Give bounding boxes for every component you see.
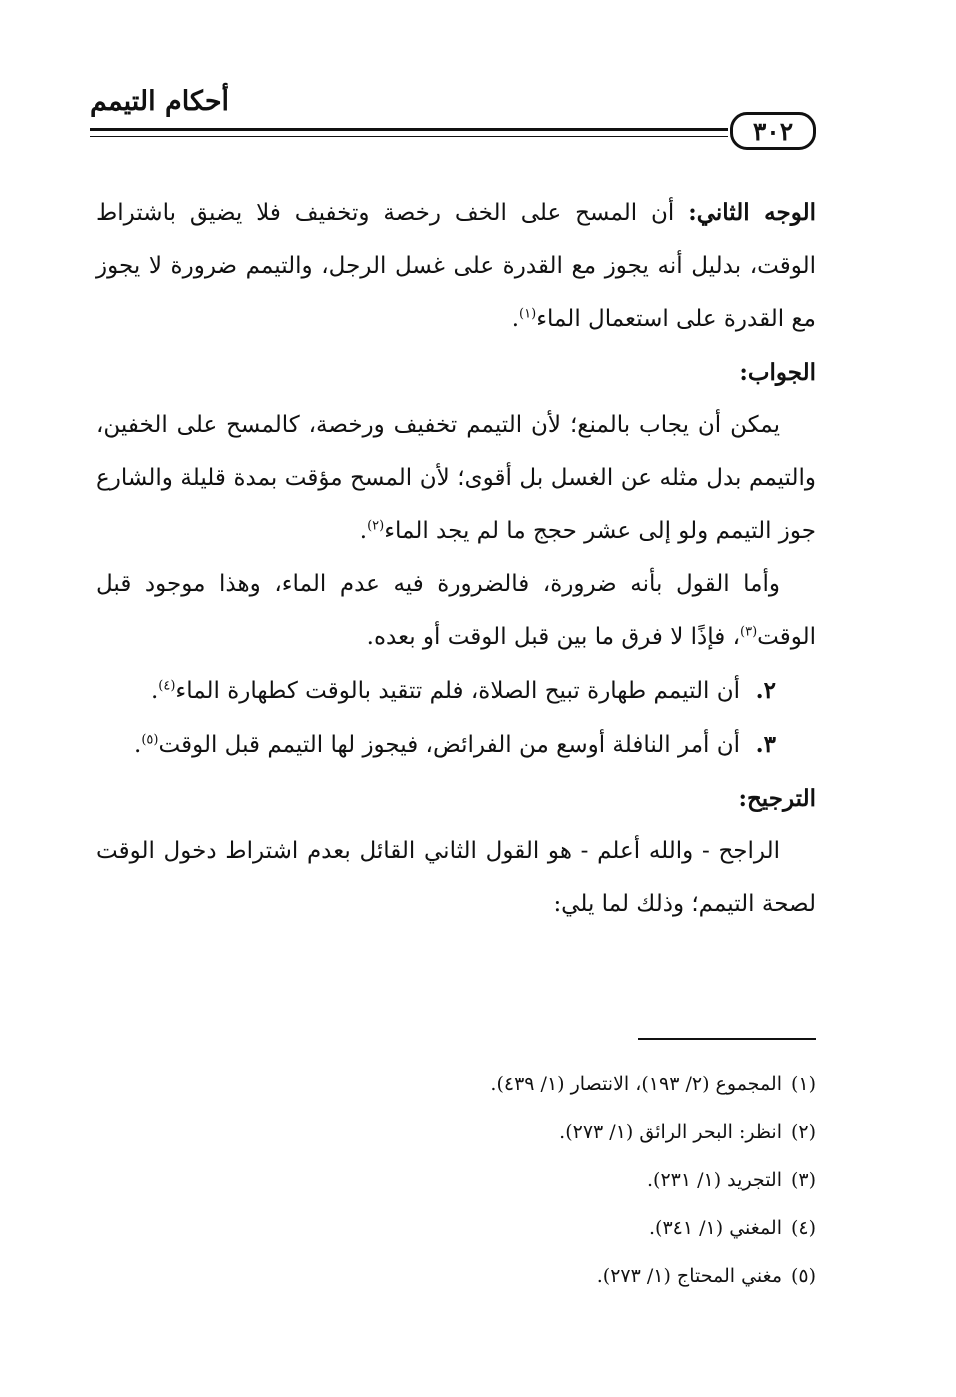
chapter-title: أحكام التيمم	[90, 86, 230, 117]
page-header	[90, 78, 816, 158]
footnote-text: المغني (١/ ٣٤١).	[649, 1217, 782, 1239]
list-number: ٢.	[755, 677, 776, 704]
footnote-ref: (٥)	[141, 732, 159, 748]
list-number: ٣.	[755, 731, 776, 758]
answer-heading: الجواب:	[739, 359, 816, 386]
footnote-text: المجموع (٢/ ١٩٣)، الانتصار (١/ ٤٣٩).	[490, 1073, 782, 1095]
footnote-text: انظر: البحر الرائق (١/ ٢٧٣).	[559, 1121, 782, 1143]
paragraph-end: .	[511, 306, 520, 332]
footnote	[120, 1108, 816, 1156]
list-text: أن التيمم طهارة تبيح الصلاة، فلم تتقيد بالوقت كطهارة الماء	[175, 678, 740, 704]
paragraph-necessity	[96, 558, 816, 664]
paragraph-preference: الراجح - والله أعلم - هو القول الثاني القائل بعدم اشتراط دخول الوقت لصحة التيمم؛ وذلك لما يلي:	[96, 838, 816, 917]
list-item	[96, 718, 816, 772]
footnote-ref: (٤)	[158, 678, 176, 694]
paragraph-lead: الوجه الثاني:	[688, 199, 817, 226]
paragraph-answer	[96, 399, 816, 558]
footnote-number: (٥)	[790, 1265, 816, 1287]
paragraph-text: وأما القول بأنه ضرورة، فالضرورة فيه عدم الماء، وهذا موجود قبل الوقت	[96, 571, 816, 650]
paragraph-text: يمكن أن يجاب بالمنع؛ لأن التيمم تخفيف ورخصة، كالمسح على الخفين، والتيمم بدل مثله عن الغسل بل أقوى؛ لأن المسح مؤقت بمدة قليلة والشارع جوز التيمم ولو إلى عشر حجج ما لم يجد الماء	[96, 412, 816, 544]
footnote-ref: (٢)	[367, 518, 385, 534]
footnote	[120, 1060, 816, 1108]
footnote	[120, 1252, 816, 1300]
paragraph-second-aspect	[96, 186, 816, 346]
footnote-text: التجريد (١/ ٢٣١).	[646, 1169, 782, 1191]
paragraph-end: ، فإذًا لا فرق ما بين قبل الوقت أو بعده.	[366, 624, 740, 650]
list-text: أن أمر النافلة أوسع من الفرائض، فيجوز لها التيمم قبل الوقت	[158, 732, 740, 758]
footnote-number: (٤)	[790, 1217, 816, 1239]
footnote	[120, 1204, 816, 1252]
footnotes	[120, 1060, 816, 1300]
footnote-ref: (٣)	[740, 624, 758, 640]
header-rule	[90, 128, 728, 137]
paragraph-text: أن المسح على الخف رخصة وتخفيف فلا يضيق باشتراط الوقت، بدليل أنه يجوز مع القدرة على غسل الرجل، والتيمم ضرورة لا يجوز مع القدرة على استعمال الماء	[96, 200, 816, 332]
preference-heading: الترجيح:	[738, 785, 816, 812]
footnote-ref: (١)	[519, 306, 537, 322]
footnote-number: (١)	[790, 1073, 816, 1095]
list-end: .	[134, 732, 142, 758]
list-item	[96, 664, 816, 718]
footnote-number: (٣)	[790, 1169, 816, 1191]
main-text	[96, 186, 816, 931]
footnote-text: مغني المحتاج (١/ ٢٧٣).	[596, 1265, 782, 1287]
list-end: .	[150, 678, 159, 704]
footnote-separator	[638, 1038, 816, 1040]
page-number: ٣٠٢	[730, 112, 816, 150]
footnote	[120, 1156, 816, 1204]
paragraph-end: .	[359, 518, 368, 544]
footnote-number: (٢)	[790, 1121, 816, 1143]
